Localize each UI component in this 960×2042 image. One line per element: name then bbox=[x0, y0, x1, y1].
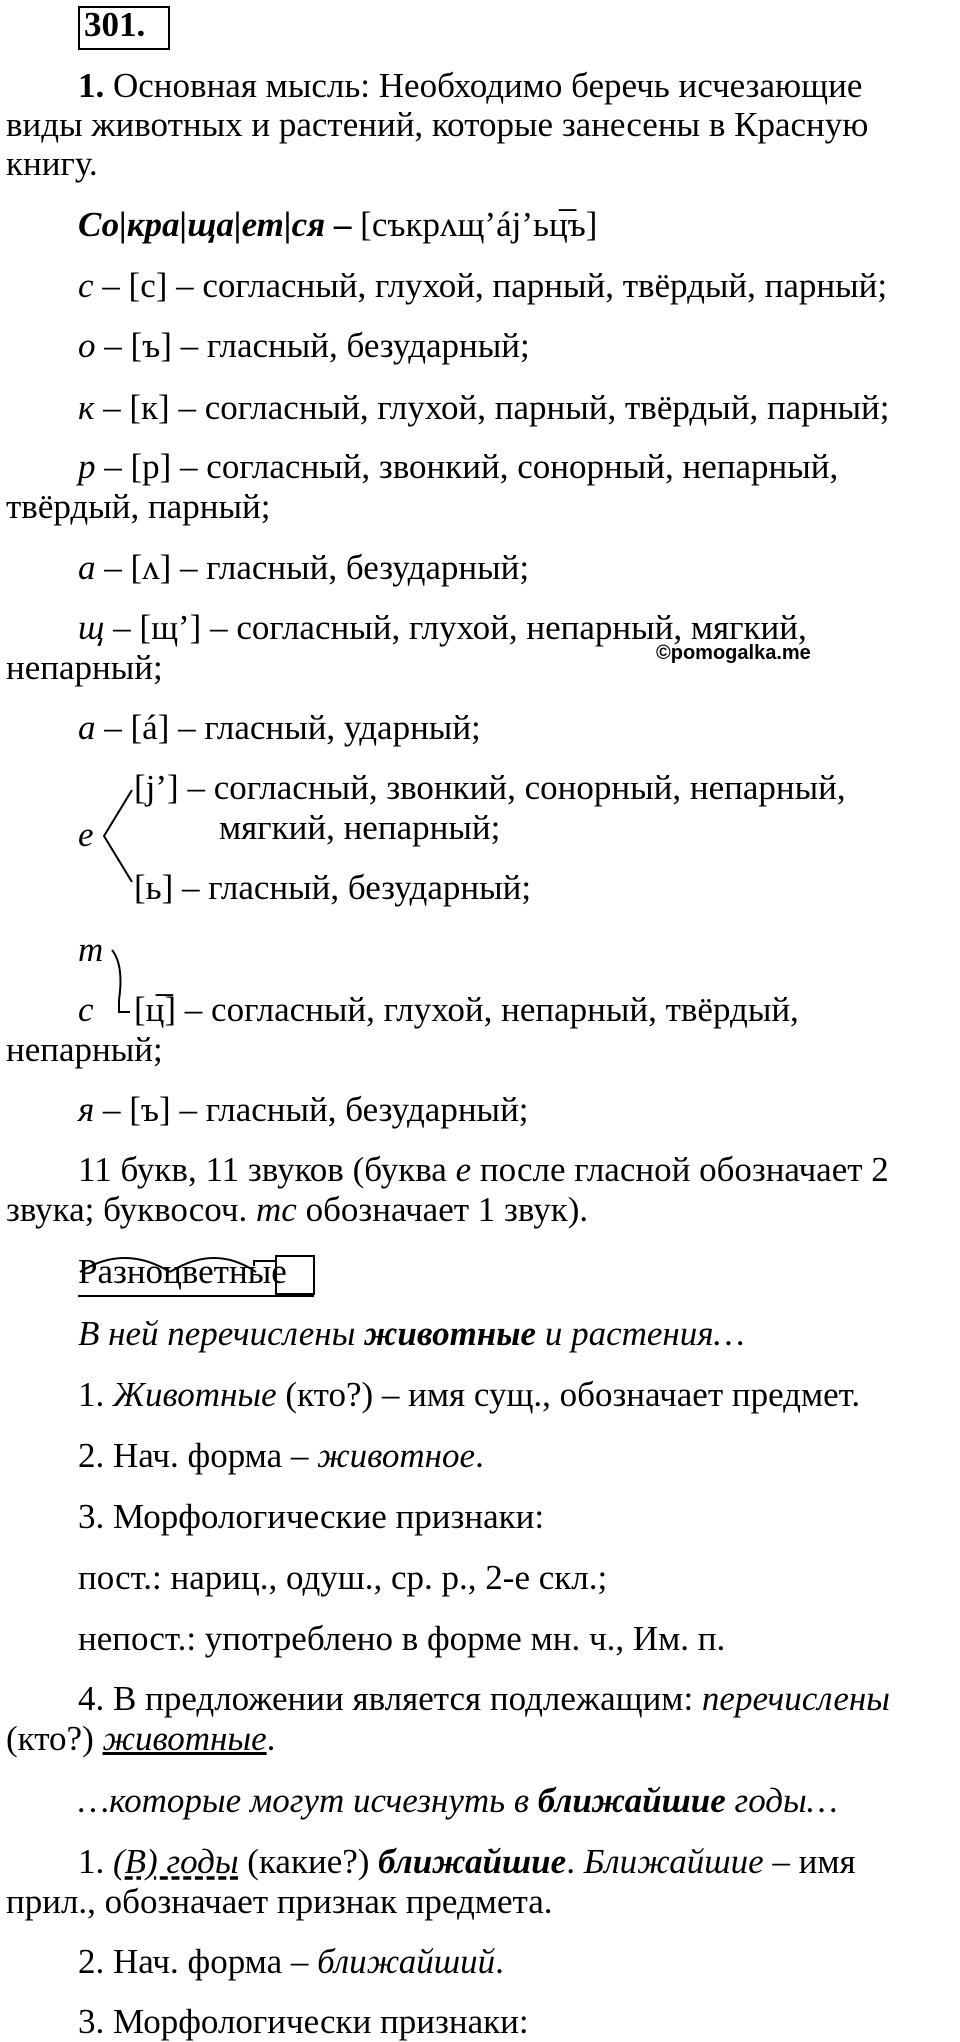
watermark: ©pomogalka.me bbox=[656, 642, 811, 664]
summary-line-1: 11 букв, 11 звуков (буква е после гласной обозначает 2 bbox=[78, 1150, 889, 1189]
intro-line-3: книгу. bbox=[6, 144, 98, 183]
letter-e-bracket bbox=[104, 790, 132, 882]
letter-e-soft-sound: [ь] – гласный, безударный; bbox=[134, 868, 532, 907]
analysis1-line-4: пост.: нариц., одуш., ср. р., 2-е скл.; bbox=[78, 1558, 608, 1597]
morph-root-prefix: Разно bbox=[78, 1252, 164, 1291]
word-transcription: Со|кра|ща|ет|ся – [съкрʌщ’áj’ьц̅ъ] bbox=[78, 205, 598, 244]
letter-e-j-cont: мягкий, непарный; bbox=[219, 808, 501, 847]
letter-ts-sound: [ц̅] – согласный, глухой, непарный, твёрдый, bbox=[134, 990, 799, 1029]
analysis2-line-4: 3. Морфологически признаки: bbox=[78, 2002, 529, 2041]
letter-row-a1: а – [ʌ] – гласный, безударный; bbox=[78, 548, 530, 587]
letter-row-k: к – [к] – согласный, глухой, парный, твёрдый, парный; bbox=[78, 388, 890, 427]
letter-ts-cont: непарный; bbox=[6, 1030, 163, 1069]
letter-t: т bbox=[78, 930, 104, 969]
letter-e: е bbox=[78, 815, 94, 854]
letter-row-shch: щ – [щ’] – согласный, глухой, непарный, мягкий, bbox=[78, 608, 807, 647]
letter-row-ya: я – [ъ] – гласный, безударный; bbox=[78, 1090, 529, 1129]
analysis1-line-6: 4. В предложении является подлежащим: перечислены bbox=[78, 1679, 890, 1718]
intro-line-1: 1. Основная мысль: Необходимо беречь исчезающие bbox=[78, 66, 863, 105]
letter-row-s: с – [с] – согласный, глухой, парный, твёрдый, парный; bbox=[78, 266, 888, 305]
letter-row-o: о – [ъ] – гласный, безударный; bbox=[78, 326, 530, 365]
letter-row-r-cont: твёрдый, парный; bbox=[6, 487, 271, 526]
letter-e-j-sound: [j’] – согласный, звонкий, сонорный, непарный, bbox=[134, 768, 846, 807]
sentence-1: В ней перечислены животные и растения… bbox=[78, 1314, 745, 1353]
sentence-2: …которые могут исчезнуть в ближайшие годы… bbox=[78, 1781, 838, 1820]
morpheme-word bbox=[78, 1252, 287, 1292]
analysis2-line-2: прил., обозначает признак предмета. bbox=[6, 1882, 553, 1921]
letter-row-r: р – [р] – согласный, звонкий, сонорный, непарный, bbox=[78, 447, 839, 486]
letter-s2: с bbox=[78, 990, 94, 1029]
exercise-number: 301. bbox=[84, 5, 146, 44]
morph-root: цвет bbox=[163, 1252, 229, 1291]
intro-line-2: виды животных и растений, которые занесены в Красную bbox=[6, 105, 869, 144]
letter-ts-connector bbox=[112, 950, 130, 1012]
letter-row-shch-cont: непарный; bbox=[6, 648, 163, 687]
analysis2-line-1: 1. (В) годы (какие?) ближайшие. Ближайшие – имя bbox=[78, 1842, 856, 1881]
analysis1-line-5: непост.: употреблено в форме мн. ч., Им. п. bbox=[78, 1619, 726, 1658]
analysis1-line-2: 2. Нач. форма – животное. bbox=[78, 1436, 484, 1475]
letter-row-a2: а – [á] – гласный, ударный; bbox=[78, 708, 481, 747]
analysis1-line-3: 3. Морфологические признаки: bbox=[78, 1497, 545, 1536]
summary-line-2: звука; буквосоч. тс обозначает 1 звук). bbox=[6, 1190, 589, 1229]
analysis1-line-7: (кто?) животные. bbox=[6, 1719, 276, 1758]
morph-ending: ые bbox=[247, 1252, 287, 1291]
analysis2-line-3: 2. Нач. форма – ближайший. bbox=[78, 1942, 504, 1981]
morph-suffix: н bbox=[228, 1252, 248, 1291]
analysis1-line-1: 1. Животные (кто?) – имя сущ., обозначает предмет. bbox=[78, 1375, 861, 1414]
